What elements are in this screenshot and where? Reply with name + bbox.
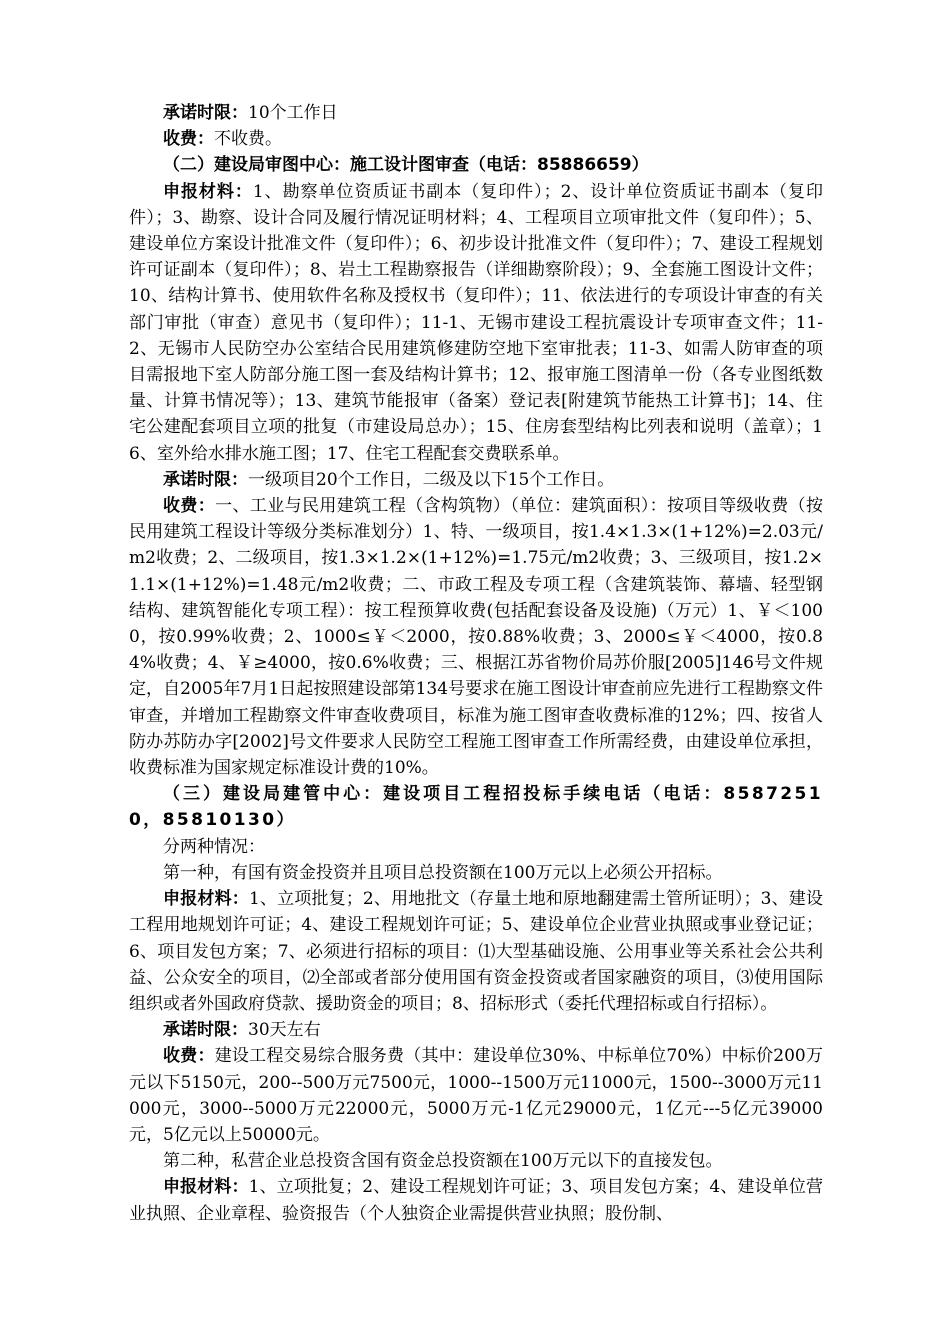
- label: 收费：: [163, 496, 216, 517]
- value: 建设工程交易综合服务费（其中：建设单位30%、中标单位70%）中标价200万元以下5150元，200--500万元7500元，1000--1500万元11000元，1500--3000万元11000元，3000--5000万元22000元，5000万元-1亿元29000元，1亿元---5亿元39000元，5亿元以上50000元。: [129, 1046, 823, 1145]
- document-page: [129, 100, 823, 1227]
- label: 申报材料：: [163, 1177, 249, 1198]
- value: 1、立项批复；2、建设工程规划许可证；3、项目发包方案；4、建设单位营业执照、企业章程、验资报告（个人独资企业需提供营业执照；股份制、: [129, 1177, 824, 1224]
- value: 1、勘察单位资质证书副本（复印件）；2、设计单位资质证书副本（复印件）；3、勘察、设计合同及履行情况证明材料；4、工程项目立项审批文件（复印件）；5、建设单位方案设计批准文件（复印件）；6、初步设计批准文件（复印件）；7、建设工程规划许可证副本（复印件）；8、岩土工程勘察报告（详细勘察阶段）；9、全套施工图设计文件；10、结构计算书、使用软件名称及授权书（复印件）；11、依法进行的专项设计审查的有关部门审批（审查）意见书（复印件）；11-1、无锡市建设工程抗震设计专项审查文件；11-2、无锡市人民防空办公室结合民用建筑修建防空地下室审批表；11-3、如需人防审查的项目需报地下室人防部分施工图一套及结构计算书；12、报审施工图清单一份（各专业图纸数量、计算书情况等）；13、建筑节能报审（备案）登记表[附建筑节能热工计算书]；14、住宅公建配套项目立项的批复（市建设局总办）；15、住房套型结构比列表和说明（盖章）；16、室外给水排水施工图；17、住宅工程配套交费联系单。: [129, 181, 823, 464]
- case-two: 第二种，私营企业总投资含国有资金总投资额在100万元以下的直接发包。: [163, 1151, 723, 1172]
- value: 一、工业与民用建筑工程（含构筑物）（单位：建筑面积）：按项目等级收费（按民用建筑工程设计等级分类标准划分）1、特、一级项目，按1.4×1.3×(1+12%)=2.03元/m2收费；2、二级项目，按1.3×1.2×(1+12%)=1.75元/m2收费；3、三级项目，按1.2×1.1×(1+12%)=1.48元/m2收费；二、市政工程及专项工程（含建筑装饰、幕墙、轻型钢结构、建筑智能化专项工程）：按工程预算收费(包括配套设备及设施)（万元）1、￥＜1000，按0.99%收费；2、1000≤￥＜2000，按0.88%收费；3、2000≤￥＜4000，按0.84%收费；4、￥≥4000，按0.6%收费；三、根据江苏省物价局苏价服[2005]146号文件规定，自2005年7月1日起按照建设部第134号要求在施工图设计审查前应先进行工程勘察文件审查，并增加工程勘察文件审查收费项目，标准为施工图审查收费标准的12%；四、按省人防办苏防办字[2002]号文件要求人民防空工程施工图审查工作所需经费，由建设单位承担，收费标准为国家规定标准设计费的10%。: [129, 496, 824, 779]
- materials-2: [129, 179, 823, 467]
- value: 一级项目20个工作日，二级及以下15个工作日。: [248, 469, 615, 490]
- fee-2: [129, 493, 823, 781]
- value: 1、立项批复；2、用地批文（存量土地和原地翻建需土管所证明）；3、建设工程用地规划许可证；4、建设工程规划许可证；5、建设单位企业营业执照或事业登记证；6、项目发包方案；7、必须进行招标的项目：⑴大型基础设施、公用事业等关系社会公共利益、公众安全的项目，⑵全部或者部分使用国有资金投资或者国家融资的项目，⑶使用国际组织或者外国政府贷款、援助资金的项目；8、招标形式（委托代理招标或自行招标）。: [129, 889, 823, 1014]
- label: 申报材料：: [163, 181, 253, 202]
- section-heading-3: （三）建设局建管中心：建设项目工程招投标手续电话（电话：85872510，85810130）: [129, 784, 823, 831]
- fee-1: [129, 126, 823, 152]
- label: 收费：: [163, 129, 214, 150]
- materials-3: [129, 886, 823, 1017]
- commit-time-3: [129, 1017, 823, 1043]
- value: 不收费。: [214, 129, 282, 150]
- commit-time-1: [129, 100, 823, 126]
- value: 10个工作日: [248, 103, 338, 123]
- two-cases: 分两种情况：: [163, 836, 265, 857]
- commit-time-2: [129, 467, 823, 493]
- label: 收费：: [163, 1046, 215, 1067]
- value: 30天左右: [248, 1020, 321, 1041]
- section-heading-2: （二）建设局审图中心：施工设计图审查（电话：85886659）: [163, 155, 649, 176]
- fee-3: [129, 1043, 823, 1148]
- label: 承诺时限：: [163, 469, 248, 490]
- case-one: 第一种，有国有资金投资并且项目总投资额在100万元以上必须公开招标。: [163, 862, 723, 883]
- label: 承诺时限：: [163, 103, 248, 123]
- label: 承诺时限：: [163, 1020, 248, 1041]
- materials-4: [129, 1174, 823, 1226]
- label: 申报材料：: [163, 889, 249, 910]
